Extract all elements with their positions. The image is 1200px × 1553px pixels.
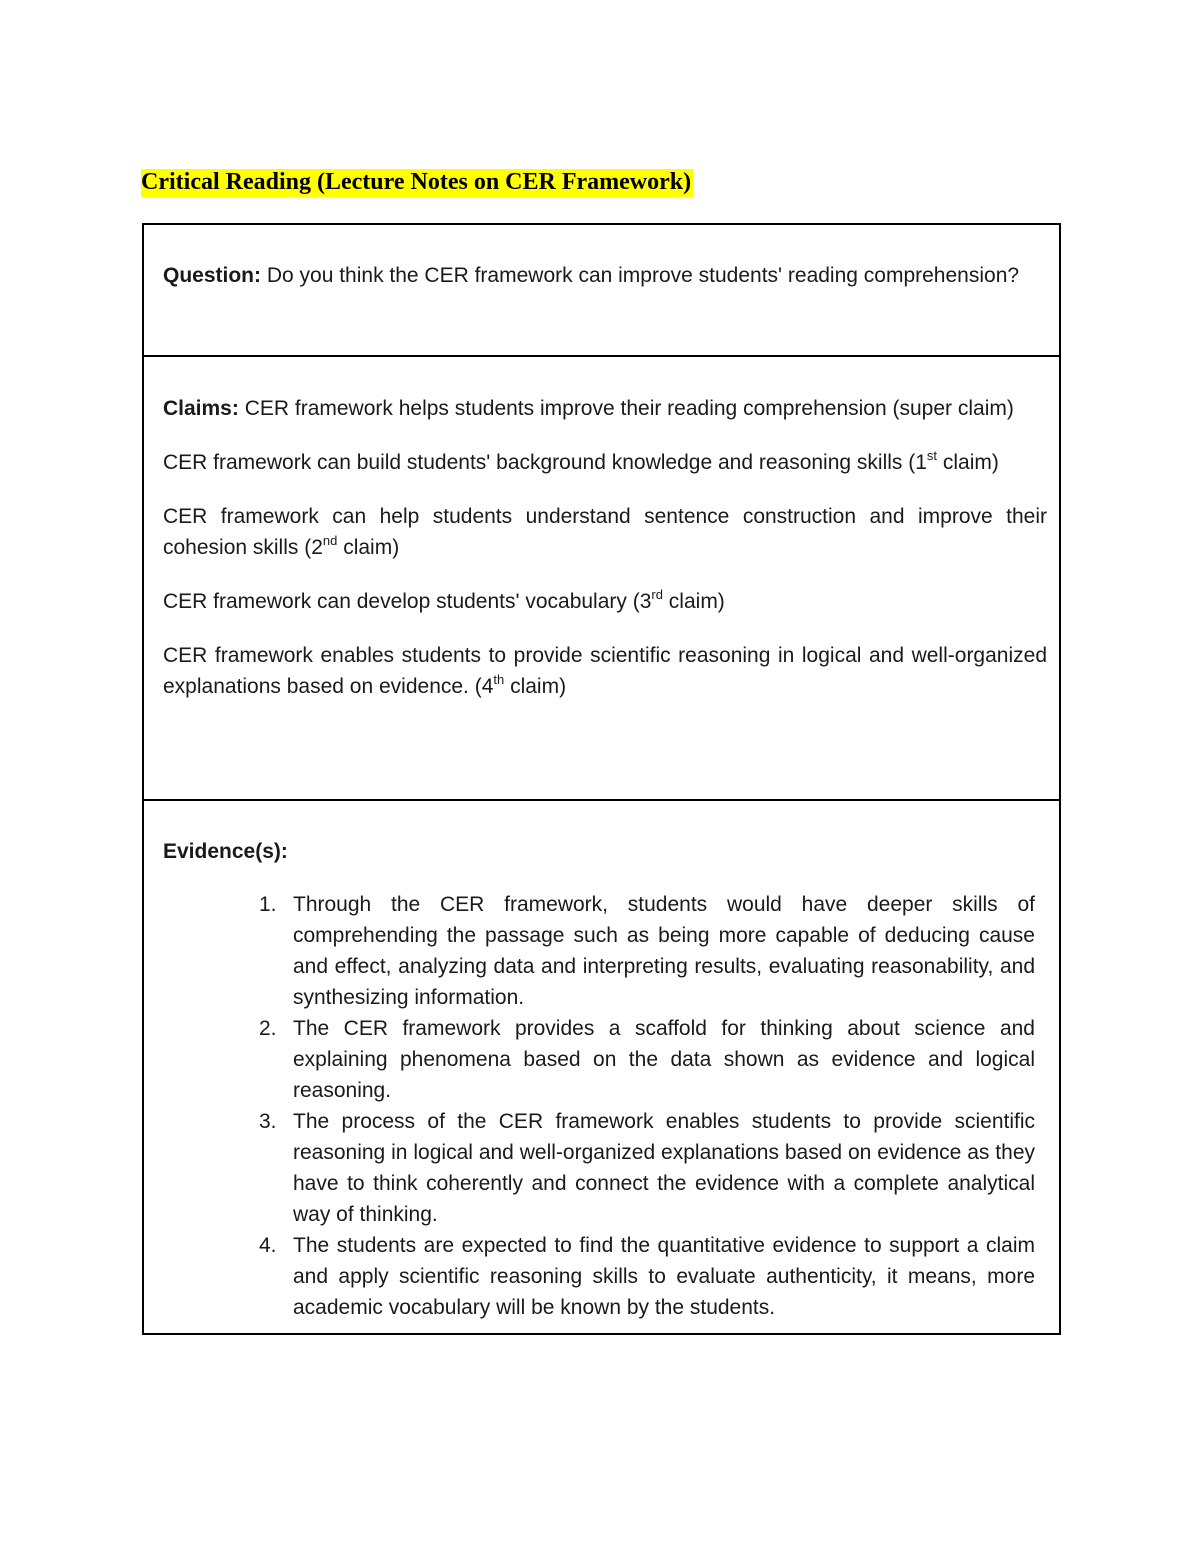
claim-3-tail: claim) — [662, 590, 725, 613]
evidence-row — [143, 800, 1060, 1334]
super-claim-text: CER framework helps students improve their reading comprehension (super claim) — [238, 397, 1014, 420]
evidence-number: 3. — [259, 1110, 277, 1133]
evidence-list — [163, 889, 1047, 1323]
claim-3 — [163, 586, 1047, 617]
evidence-number: 2. — [259, 1017, 277, 1040]
claim-3-text: CER framework can develop students' vocabulary (3 — [163, 590, 652, 613]
claims-label: Claims: — [163, 397, 239, 420]
claim-2-text: CER framework can help students understand sentence construction and improve their cohesion skills (2 — [163, 505, 1047, 559]
claim-2 — [163, 501, 1047, 563]
evidence-item — [163, 1013, 1035, 1106]
title-highlight: Critical Reading (Lecture Notes on CER Framework) — [141, 169, 692, 195]
evidence-text: The process of the CER framework enables students to provide scientific reasoning in logical and well-organized explanations based on evidence as they have to think coherently and connect the evidence with a complete analytical way of thinking. — [293, 1110, 1035, 1226]
claim-1-tail: claim) — [937, 451, 999, 474]
claim-2-tail: claim) — [337, 536, 400, 559]
evidence-number: 1. — [259, 893, 277, 916]
cer-table — [142, 223, 1061, 1335]
claim-1-text: CER framework can build students' background knowledge and reasoning skills (1 — [163, 451, 927, 474]
question-cell — [143, 224, 1060, 356]
evidence-number: 4. — [259, 1234, 277, 1257]
claim-3-ordinal: rd — [651, 587, 663, 602]
document-title — [141, 165, 693, 199]
claim-4-text: CER framework enables students to provide scientific reasoning in logical and well-organized explanations based on evidence. (4 — [163, 644, 1047, 698]
question-text: Do you think the CER framework can improve students' reading comprehension? — [261, 264, 1020, 287]
claim-1 — [163, 447, 1047, 478]
claim-4 — [163, 640, 1047, 702]
question-paragraph — [163, 260, 1047, 291]
claim-2-ordinal: nd — [322, 533, 338, 548]
claim-4-ordinal: th — [493, 672, 505, 687]
evidence-text: Through the CER framework, students would have deeper skills of comprehending the passage such as being more capable of deducing cause and effect, analyzing data and interpreting results, evaluating reasonability, and synthesizing information. — [293, 893, 1035, 1009]
evidence-label: Evidence(s): — [163, 840, 288, 863]
super-claim — [163, 393, 1047, 424]
claim-4-tail: claim) — [504, 675, 567, 698]
claims-cell — [143, 356, 1060, 800]
evidence-item — [163, 1230, 1035, 1323]
evidence-text: The students are expected to find the quantitative evidence to support a claim and apply scientific reasoning skills to evaluate authenticity, it means, more academic vocabulary will be known by the students. — [293, 1234, 1035, 1319]
question-label: Question: — [163, 264, 261, 287]
claims-row — [143, 356, 1060, 800]
evidence-item — [163, 889, 1035, 1013]
claim-1-ordinal: st — [926, 448, 938, 463]
evidence-item — [163, 1106, 1035, 1230]
evidence-text: The CER framework provides a scaffold for thinking about science and explaining phenomena based on the data shown as evidence and logical reasoning. — [293, 1017, 1035, 1102]
question-row — [143, 224, 1060, 356]
evidence-cell — [143, 800, 1060, 1334]
